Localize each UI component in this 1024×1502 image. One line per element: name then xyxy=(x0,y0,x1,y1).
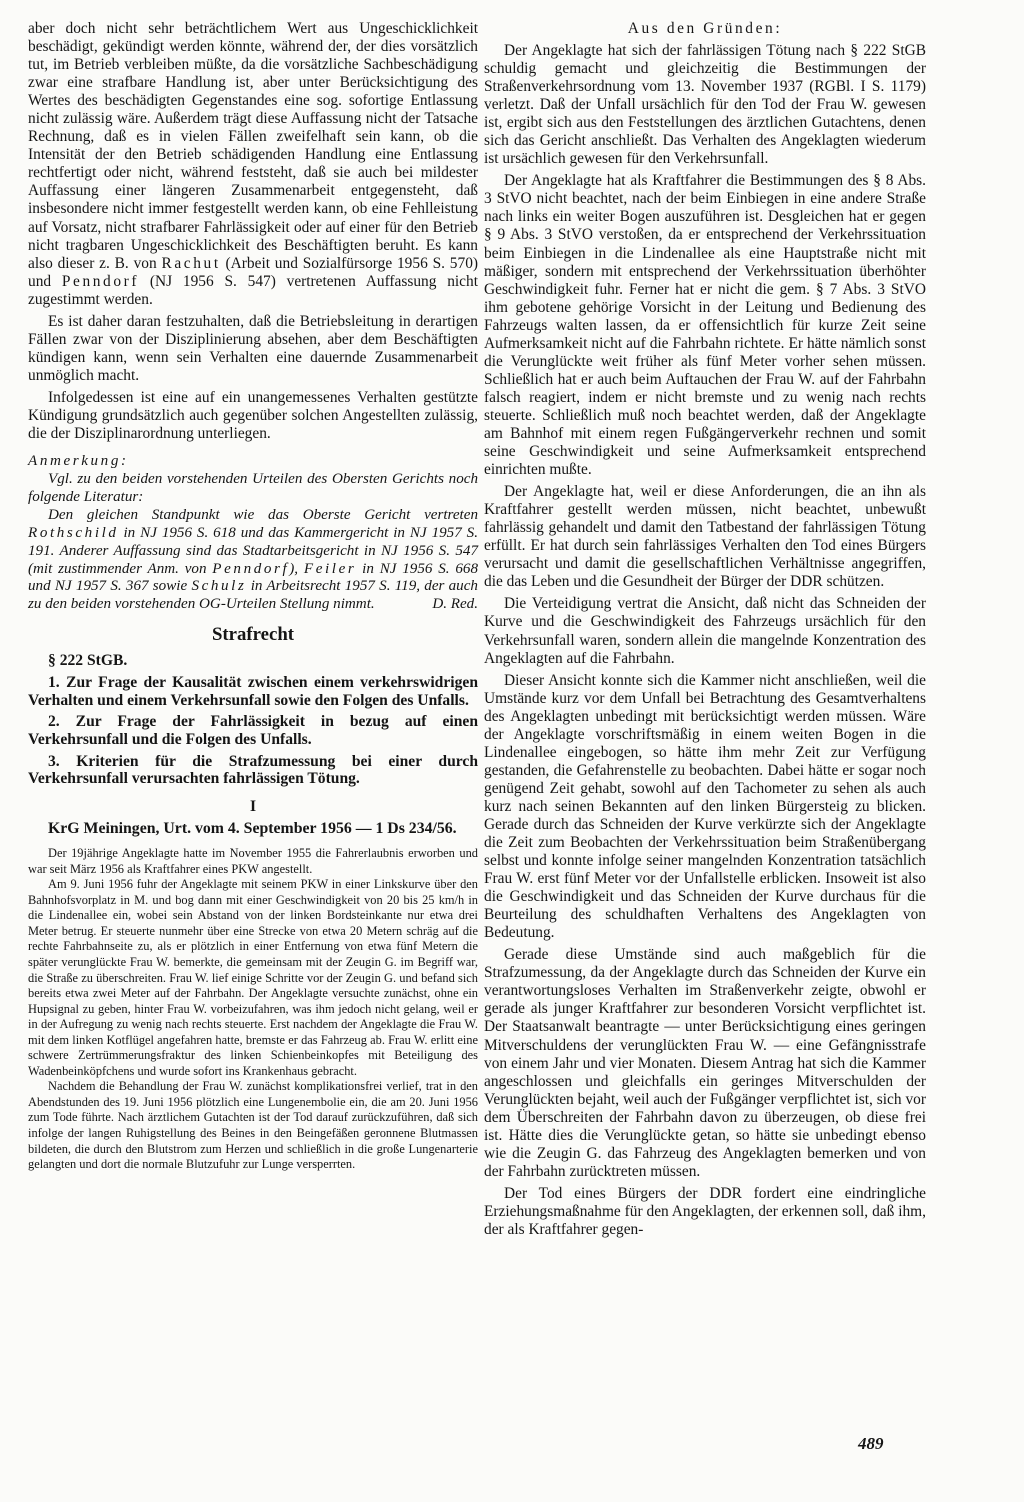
paragraph-continuation: aber doch nicht sehr beträchtlichem Wert aus Ungeschicklichkeit beschädigt, gekündigt werden könnte, während der, der dies vorsätzlich tut, im Betrieb verbleiben müßte, da die vorsätzliche Sachbeschädigung zwar eine strafbare Handlung ist, aber unter Berücksichtigung des Wertes des beschädigten Gegenstandes eine sog. sofortige Entlassung nicht zulässig wäre. Außerdem trägt diese Auffassung nicht der Tatsache Rechnung, daß es in vielen Fällen zweifelhaft sein kann, ob die Intensität der den Betrieb schädigenden Handlung eine Entlassung rechtfertigt oder nicht, während feststeht, daß sie auch bei mildester Auffassung einer längeren Zusammenarbeit entgegensteht, daß insbesondere nicht immer festgestellt werden kann, ob eine Fehlleistung auf Vorsatz, nicht strafbarer Fahrlässigkeit oder auf einer für den Betrieb nicht tragbaren Ungeschicklichkeit des Beschäftigten beruht. Es kann also dieser z. B. von Rachut (Arbeit und Sozialfürsorge 1956 S. 570) und Penndorf (NJ 1956 S. 547) vertretenen Auffassung nicht zugestimmt werden. xyxy=(28,20,479,308)
paragraph: Die Verteidigung vertrat die Ansicht, daß nicht das Schneiden der Kurve und die Geschwindigkeit des Fahrzeugs ursächlich für den Verkehrsunfall waren, sondern allein die mangelnde Konzentration des Angeklagten auf die Fahrbahn. xyxy=(484,595,926,667)
author-name: Schulz xyxy=(191,578,247,595)
paragraph: Der Angeklagte hat, weil er diese Anforderungen, die an ihn als Kraftfahrer gestellt werden müssen, nicht beachtet, unbewußt fahrlässig gehandelt und damit den Tatbestand der fahrlässigen Tötung erfüllt. Er hat durch sein fahrlässiges Verhalten den Tod eines Bürgers verursacht und damit die gesellschaftlichen Verhältnisse angegriffen, die das Leben und die Gesundheit der Bürger der DDR schützen. xyxy=(484,483,926,591)
court-citation: KrG Meiningen, Urt. vom 4. September 1956 — 1 Ds 234/56. xyxy=(48,820,457,838)
paragraph: Der Angeklagte hat sich der fahrlässigen Tötung nach § 222 StGB schuldig gemacht und gleichzeitig die Bestimmungen der Straßenverkehrsordnung vom 13. November 1937 (RGBl. I S. 1179) verletzt. Daß der Unfall ursächlich für den Tod der Frau W. gewesen ist, ergibt sich aus den Feststellungen des ärztlichen Gutachtens, denen sich das Gericht anschließt. Das Verhalten des Angeklagten wiederum ist ursächlich gewesen für den Verkehrsunfall. xyxy=(484,42,926,168)
author-name: Feiler xyxy=(303,560,357,577)
paragraph: Es ist daher daran festzuhalten, daß die Betriebsleitung in derartigen Fällen zwar von der Disziplinierung absehen, aber dem Beschäftigten kündigen kann, wenn sein Verhalten eine dauernde Zusammenarbeit unmöglich macht. xyxy=(28,312,478,384)
author-name: Penndorf xyxy=(61,272,140,290)
paragraph: Dieser Ansicht konnte sich die Kammer nicht anschließen, weil die Umstände kurz vor dem Unfall bei Betrachtung des Gesamtverhaltens des Angeklagten unbedingt mit berücksichtigt werden müssen. Wäre der Angeklagte vorschriftsmäßig in einem weiten Bogen in die Lindenallee eingebogen, so hätte ihm mehr Zeit zur Verfügung gestanden, die Gefahrenstelle zu beobachten. Dabei hätte er sogar noch genügend Zeit gehabt, sowohl auf den Tachometer zu sehen als auch kurz nach seinen Bekannten auf den linken Bürgersteig zu blicken. Gerade durch das Schneiden der Kurve verkürzte sich der Angeklagte die Zeit zum Beobachten der Verkehrssituation beim Straßenübergang selbst und konnte infolge seiner mangelnden Konzentration tatsächlich Frau W. erst fünf Meter vor der Unfallstelle erblicken. Insoweit ist also die Geschwindigkeit und das Schneiden der Kurve durchaus für die Beurteilung des schuldhaften Verhaltens des Angeklagten von Bedeutung. xyxy=(484,671,926,942)
case-number-roman: I xyxy=(249,798,257,816)
reasons-title: Aus den Gründen: xyxy=(627,20,783,37)
author-name: Rothschild xyxy=(28,524,119,541)
note-paragraph: Vgl. zu den beiden vorstehenden Urteilen des Obersten Gerichts noch folgende Literatur: xyxy=(28,470,478,505)
paragraph: Gerade diese Umstände sind auch maßgeblich für die Strafzumessung, da der Angeklagte durch das Schneiden der Kurve ein verantwortungsloses Verhalten im Straßenverkehr zeigte, obwohl er gerade als junger Kraftfahrer zur besonderen Vorsicht verpflichtet ist. Der Staatsanwalt beantragte — unter Berücksichtigung eines geringen Mitverschuldens der verunglückten Frau W. — eine Gefängnisstrafe von einem Jahr und vier Monaten. Diesem Antrag hat sich die Kammer angeschlossen und gleichfalls ein geringes Mitverschulden der Verunglückten bejaht, weil auch der Fußgänger verpflichtet ist, sich vor dem Überschreiten der Fahrbahn davon zu überzeugen, ob diese frei ist. Hätte dies die Verunglückte getan, so hätte sie unbedingt ebenso wie die Zeugin G. das Fahrzeug des Angeklagten bemerken und von der Fahrbahn zurücktreten müssen. xyxy=(484,946,926,1180)
headnote-1: 1. Zur Frage der Kausalität zwischen einem verkehrswidrigen Verhalten und einem Verkehrsunfall sowie den Folgen des Unfalls. xyxy=(28,673,478,709)
facts-paragraph: Am 9. Juni 1956 fuhr der Angeklagte mit seinem PKW in einer Linkskurve über den Bahnhofsvorplatz in M. und bog dann mit einer Geschwindigkeit von 20 bis 25 km/h in die Lindenallee ein, wobei sein Abstand von der linken Bordsteinkante nur etwa drei Meter betrug. Er steuerte nunmehr über eine Strecke von etwa 20 Metern schräg auf die rechte Fahrbahnseite zu, als er plötzlich in einer Entfernung von etwa fünf Metern die später verunglückte Frau W. bemerkte, die gemeinsam mit der Zeugin G. im Begriff war, die Straße zu überschreiten. Frau W. lief einige Schritte vor der Zeugin G. und befand sich bereits etwa zwei Meter auf der Fahrbahn. Der Angeklagte versuchte zunächst, ohne ein Hupsignal zu geben, hinter Frau W. vorbeizufahren, was ihm jedoch nicht gelang, weil er in der Aufregung zu wenig nach rechts steuerte. Erst nachdem der Angeklagte die Frau W. mit dem linken Kotflügel angefahren hatte, bremste er das Fahrzeug ab. Frau W. erlitt eine schwere Zertrümmerungsfraktur des linken Schienbeinkopfes mit Beteiligung des Wadenbeinköpfchens und wurde sofort ins Krankenhaus gebracht. xyxy=(28,877,478,1078)
headnote-3: 3. Kriterien für die Strafzumessung bei einer durch Verkehrsunfall verursachten fahrlässigen Tötung. xyxy=(28,752,478,788)
right-column xyxy=(484,20,926,1239)
section-title: Strafrecht xyxy=(211,624,295,646)
headnote-2: 2. Zur Frage der Fahrlässigkeit in bezug auf einen Verkehrsunfall und die Folgen des Unfalls. xyxy=(28,713,478,749)
author-name: Penndorf xyxy=(212,560,290,577)
paragraph: Der Tod eines Bürgers der DDR fordert eine eindringliche Erziehungsmaßnahme für den Angeklagten, der erkennen soll, daß ihm, der als Kraftfahrer gegen- xyxy=(484,1184,926,1238)
facts-paragraph: Nachdem die Behandlung der Frau W. zunächst komplikationsfrei verlief, trat in den Abendstunden des 19. Juni 1956 plötzlich eine Lungenembolie ein, die am 20. Juni 1956 zum Tode führte. Nach ärztlichem Gutachten ist der Tod darauf zurückzuführen, daß sich infolge der langen Ruhigstellung des Beines in den Beingefäßen geronnene Blutmassen bildeten, die durch den Blutstrom zum Herzen und schließlich in die große Lungenarterie gelangten und dort die normale Blutzufuhr zur Lunge versperrten. xyxy=(28,1079,478,1172)
paragraph: Infolgedessen ist eine auf ein unangemessenes Verhalten gestützte Kündigung grundsätzlich auch gegenüber solchen Angestellten zulässig, die der Disziplinarordnung unterliegen. xyxy=(28,388,478,443)
left-column xyxy=(28,20,478,1173)
facts-paragraph: Der 19jährige Angeklagte hatte im November 1955 die Fahrerlaubnis erworben und war seit März 1956 als Kraftfahrer eines PKW angestellt. xyxy=(28,846,478,876)
law-reference: § 222 StGB. xyxy=(48,652,128,670)
note-title: Anmerkung: xyxy=(28,453,129,470)
note-paragraph: Den gleichen Standpunkt wie das Oberste Gericht vertreten Rothschild in NJ 1956 S. 618 und das Kammergericht in NJ 1957 S. 191. Anderer Auffassung sind das Stadtarbeitsgericht in NJ 1956 S. 547 (mit zustimmender Anm. von Penndorf), Feiler in NJ 1956 S. 668 und NJ 1957 S. 367 sowie Schulz in Arbeitsrecht 1957 S. 119, der auch zu den beiden vorstehenden OG-Urteilen Stellung nimmt. D. Red. xyxy=(28,506,478,613)
editor-signature: D. Red. xyxy=(432,596,478,613)
page-number: 489 xyxy=(858,1434,884,1453)
paragraph: Der Angeklagte hat als Kraftfahrer die Bestimmungen des § 8 Abs. 3 StVO nicht beachtet, nach der beim Einbiegen in eine andere Straße nach links ein weiter Bogen auszuführen ist. Desgleichen hat er gegen § 9 Abs. 3 StVO verstoßen, da er entsprechend der Verkehrssituation beim Einbiegen in die Lindenallee als eine Hauptstraße nicht mit mäßiger, sondern mit entsprechend der Verkehrssituation überhöhter Geschwindigkeit fuhr. Ferner hat er nicht die gem. § 7 Abs. 3 StVO ihm gebotene gehörige Vorsicht in der Leitung und Bedienung des Fahrzeugs walten lassen, da er offensichtlich für kurze Zeit seine Aufmerksamkeit nicht auf die Fahrbahn richtete. Er hätte nämlich sonst die Verunglückte weit früher als fünf Meter vorher sehen müssen. Schließlich hat er auch beim Auftauchen der Frau W. auf der Fahrbahn falsch reagiert, indem er nicht bremste und zu wenig nach rechts steuerte. Schließlich muß noch beachtet werden, daß der Angeklagte am Bahnhof mit einem regen Fußgängerverkehr rechnen und somit seine Geschwindigkeit und seine Aufmerksamkeit entsprechend einrichten mußte. xyxy=(484,172,926,479)
author-name: Rachut xyxy=(161,254,221,272)
